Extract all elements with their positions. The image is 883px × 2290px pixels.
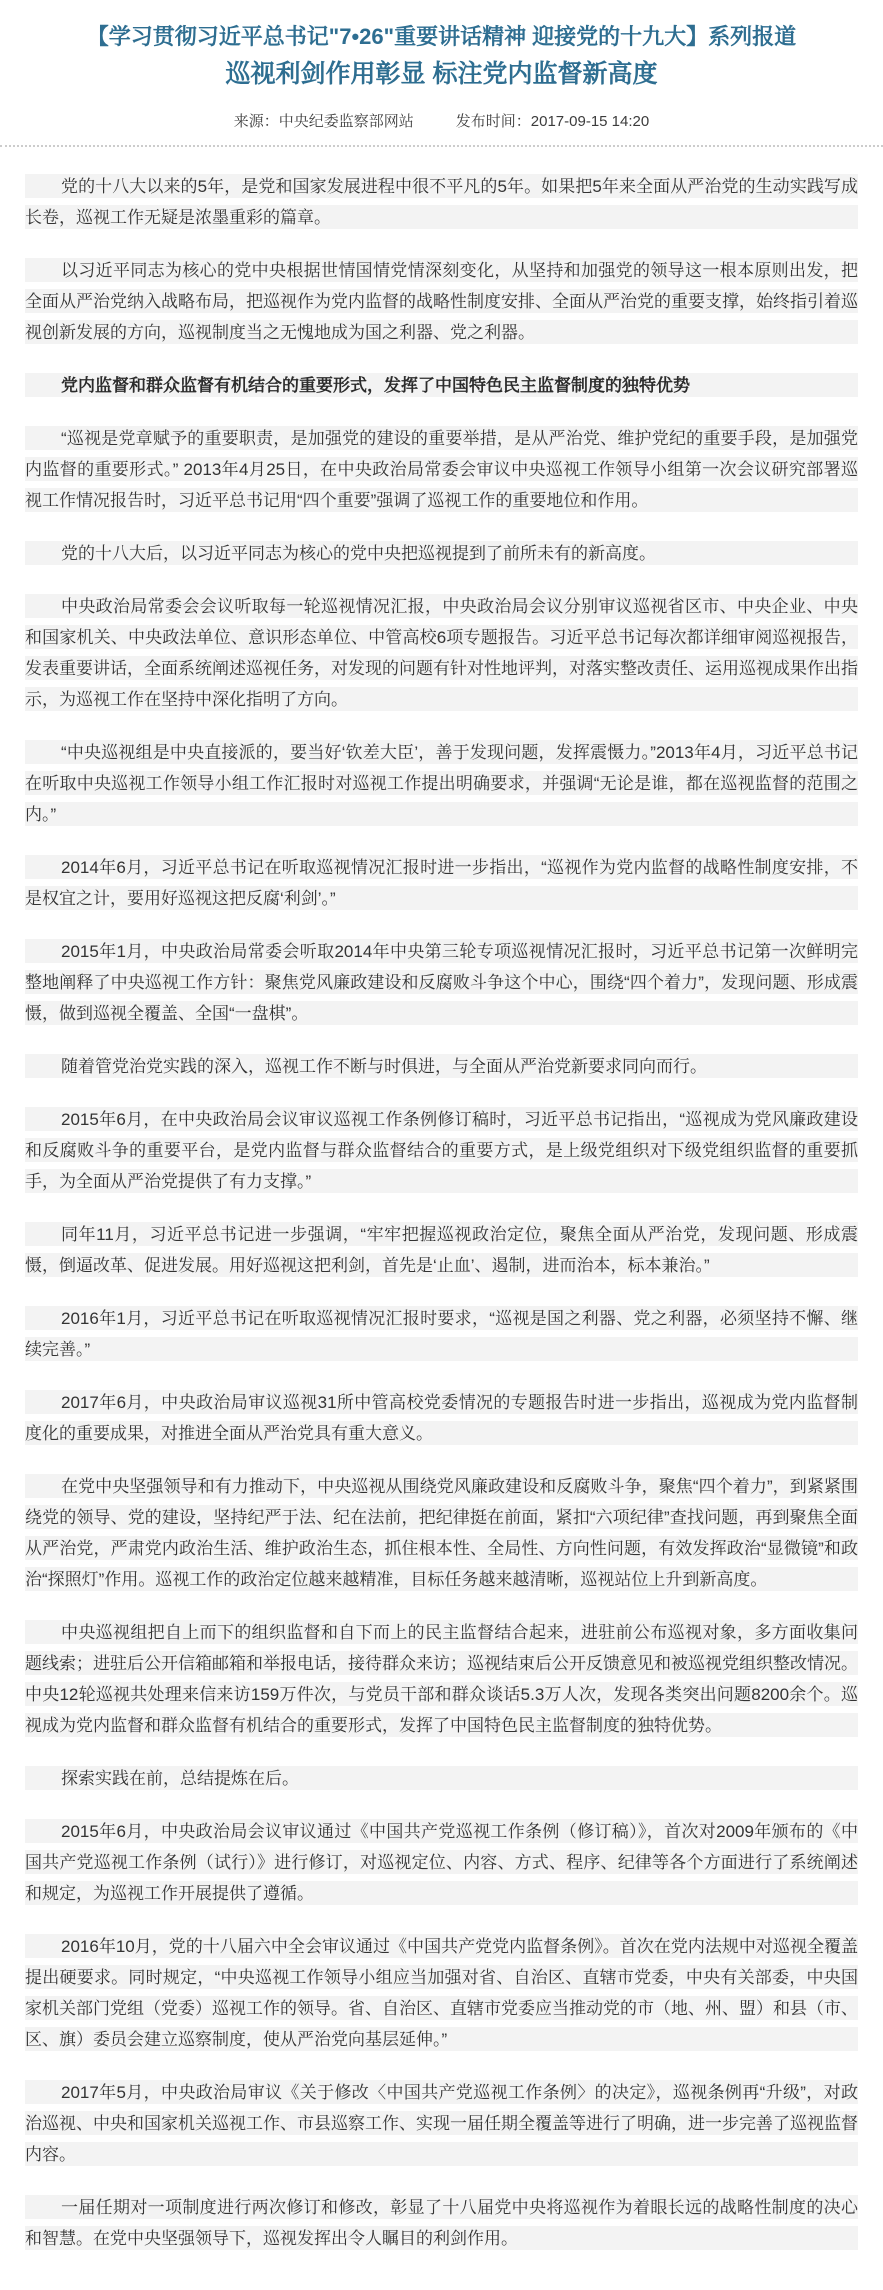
article-paragraph: 随着管党治党实践的深入，巡视工作不断与时俱进，与全面从严治党新要求同向而行。 <box>25 1051 858 1082</box>
article-paragraph: 2014年6月，习近平总书记在听取巡视情况汇报时进一步指出，“巡视作为党内监督的战略性制度安排，不是权宜之计，要用好巡视这把反腐‘利剑’。” <box>25 852 858 914</box>
article-paragraph: 党的十八大后，以习近平同志为核心的党中央把巡视提到了前所未有的新高度。 <box>25 538 858 569</box>
meta-publish-time: 发布时间：2017-09-15 14:20 <box>455 113 650 130</box>
article-meta <box>30 110 853 131</box>
meta-source: 来源：中央纪委监察部网站 <box>233 113 414 130</box>
article-paragraph: 在党中央坚强领导和有力推动下，中央巡视从围绕党风廉政建设和反腐败斗争，聚焦“四个着力”，到紧紧围绕党的领导、党的建设，坚持纪严于法、纪在法前，把纪律挺在前面，紧扣“六项纪律”查找问题，再到聚焦全面从严治党，严肃党内政治生活、维护政治生态，抓住根本性、全局性、方向性问题，有效发挥政治“显微镜”和政治“探照灯”作用。巡视工作的政治定位越来越精准，目标任务越来越清晰，巡视站位上升到新高度。 <box>25 1471 858 1595</box>
article-paragraph: 2017年6月，中央政治局审议巡视31所中管高校党委情况的专题报告时进一步指出，巡视成为党内监督制度化的重要成果，对推进全面从严治党具有重大意义。 <box>25 1387 858 1449</box>
article-header <box>0 0 883 131</box>
article-paragraph: 2015年6月，中央政治局会议审议通过《中国共产党巡视工作条例（修订稿）》，首次对2009年颁布的《中国共产党巡视工作条例（试行）》进行修订，对巡视定位、内容、方式、程序、纪律等各个方面进行了系统阐述和规定，为巡视工作开展提供了遵循。 <box>25 1816 858 1909</box>
article-paragraph: 中央巡视组把自上而下的组织监督和自下而上的民主监督结合起来，进驻前公布巡视对象，多方面收集问题线索；进驻后公开信箱邮箱和举报电话，接待群众来访；巡视结束后公开反馈意见和被巡视党组织整改情况。中央12轮巡视共处理来信来访159万件次，与党员干部和群众谈话5.3万人次，发现各类突出问题8200余个。巡视成为党内监督和群众监督有机结合的重要形式，发挥了中国特色民主监督制度的独特优势。 <box>25 1617 858 1741</box>
page-title-main: 巡视利剑作用彰显 标注党内监督新高度 <box>225 60 658 88</box>
article-paragraph: “中央巡视组是中央直接派的，要当好‘钦差大臣’，善于发现问题，发挥震慑力。”2013年4月，习近平总书记在听取中央巡视工作领导小组工作汇报时对巡视工作提出明确要求，并强调“无论是谁，都在巡视监督的范围之内。” <box>25 737 858 830</box>
page-title-series: 【学习贯彻习近平总书记"7•26"重要讲话精神 迎接党的十九大】系列报道 <box>86 24 797 49</box>
section-subhead: 党内监督和群众监督有机结合的重要形式，发挥了中国特色民主监督制度的独特优势 <box>25 370 858 401</box>
article-paragraph: 2015年6月，在中央政治局会议审议巡视工作条例修订稿时，习近平总书记指出，“巡视成为党风廉政建设和反腐败斗争的重要平台，是党内监督与群众监督结合的重要方式，是上级党组织对下级党组织监督的重要抓手，为全面从严治党提供了有力支撑。” <box>25 1104 858 1197</box>
article-paragraph: 2016年10月，党的十八届六中全会审议通过《中国共产党党内监督条例》。首次在党内法规中对巡视全覆盖提出硬要求。同时规定，“中央巡视工作领导小组应当加强对省、自治区、直辖市党委，中央有关部委，中央国家机关部门党组（党委）巡视工作的领导。省、自治区、直辖市党委应当推动党的市（地、州、盟）和县（市、区、旗）委员会建立巡察制度，使从严治党向基层延伸。” <box>25 1931 858 2055</box>
article-paragraph: 中央政治局常委会会议听取每一轮巡视情况汇报，中央政治局会议分别审议巡视省区市、中央企业、中央和国家机关、中央政法单位、意识形态单位、中管高校6项专题报告。习近平总书记每次都详细审阅巡视报告，发表重要讲话，全面系统阐述巡视任务，对发现的问题有针对性地评判，对落实整改责任、运用巡视成果作出指示，为巡视工作在坚持中深化指明了方向。 <box>25 591 858 715</box>
article-paragraph: 同年11月，习近平总书记进一步强调，“牢牢把握巡视政治定位，聚焦全面从严治党，发现问题、形成震慑，倒逼改革、促进发展。用好巡视这把利剑，首先是‘止血’、遏制，进而治本，标本兼治。” <box>25 1219 858 1281</box>
article-paragraph: 党的十八大以来的5年，是党和国家发展进程中很不平凡的5年。如果把5年来全面从严治党的生动实践写成长卷，巡视工作无疑是浓墨重彩的篇章。 <box>25 171 858 233</box>
article-paragraph: 一届任期对一项制度进行两次修订和修改，彰显了十八届党中央将巡视作为着眼长远的战略性制度的决心和智慧。在党中央坚强领导下，巡视发挥出令人瞩目的利剑作用。 <box>25 2192 858 2254</box>
article-paragraph: 以习近平同志为核心的党中央根据世情国情党情深刻变化，从坚持和加强党的领导这一根本原则出发，把全面从严治党纳入战略布局，把巡视作为党内监督的战略性制度安排、全面从严治党的重要支撑，始终指引着巡视创新发展的方向，巡视制度当之无愧地成为国之利器、党之利器。 <box>25 255 858 348</box>
article-paragraph: 2016年1月，习近平总书记在听取巡视情况汇报时要求，“巡视是国之利器、党之利器，必须坚持不懈、继续完善。” <box>25 1303 858 1365</box>
article-paragraph: “巡视是党章赋予的重要职责，是加强党的建设的重要举措，是从严治党、维护党纪的重要手段，是加强党内监督的重要形式。” 2013年4月25日，在中央政治局常委会审议中央巡视工作领导小组第一次会议研究部署巡视工作情况报告时，习近平总书记用“四个重要”强调了巡视工作的重要地位和作用。 <box>25 423 858 516</box>
article-body <box>0 147 883 2290</box>
article-paragraph: 2015年1月，中央政治局常委会听取2014年中央第三轮专项巡视情况汇报时，习近平总书记第一次鲜明完整地阐释了中央巡视工作方针：聚焦党风廉政建设和反腐败斗争这个中心，围绕“四个着力”，发现问题、形成震慑，做到巡视全覆盖、全国“一盘棋”。 <box>25 936 858 1029</box>
article-paragraph: 探索实践在前，总结提炼在后。 <box>25 1763 858 1794</box>
article-paragraph: 2017年5月，中央政治局审议《关于修改〈中国共产党巡视工作条例〉的决定》，巡视条例再“升级”，对政治巡视、中央和国家机关巡视工作、市县巡察工作、实现一届任期全覆盖等进行了明确，进一步完善了巡视监督内容。 <box>25 2077 858 2170</box>
